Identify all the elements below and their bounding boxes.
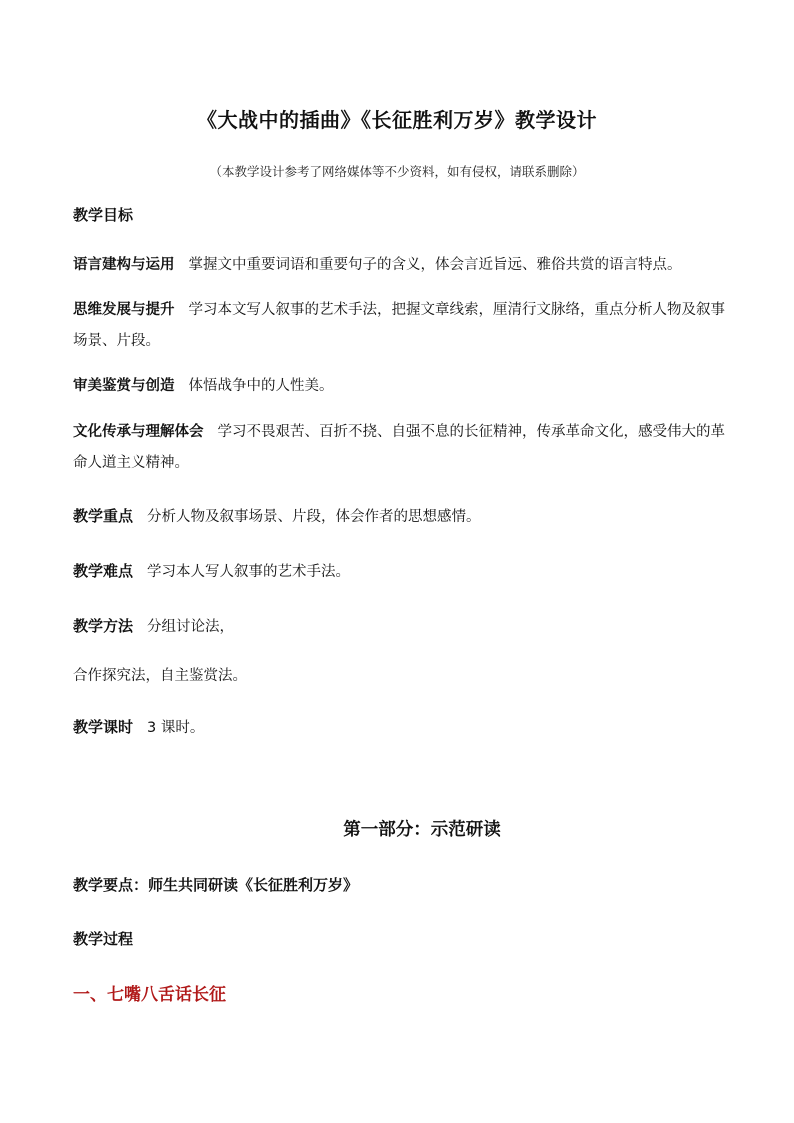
goal-item-language (73, 250, 733, 281)
document-title: 《大战中的插曲》《长征胜利万岁》教学设计 (197, 108, 597, 132)
goal-text: 学习不畏艰苦、百折不挠、自强不息的长征精神，传承革命文化，感受伟大的革命人道主义精神。 (73, 424, 725, 471)
hours-text: 3 课时。 (147, 720, 205, 736)
goals-heading: 教学目标 (73, 206, 134, 224)
difficulty-label: 教学难点 (73, 562, 134, 580)
goal-label: 文化传承与理解体会 (73, 424, 204, 440)
method (73, 611, 733, 642)
difficulty-text: 学习本人写人叙事的艺术手法。 (147, 564, 351, 580)
goal-text: 掌握文中重要词语和重要句子的含义，体会言近旨远、雅俗共赏的语言特点。 (188, 257, 682, 273)
goal-text: 体悟战争中的人性美。 (188, 378, 334, 394)
goal-label: 语言建构与运用 (73, 257, 175, 273)
step-1-heading: 一、七嘴八舌话长征 (73, 985, 226, 1005)
difficulty (73, 556, 733, 587)
copyright-note: （本教学设计参考了网络媒体等不少资料，如有侵权，请联系删除） (209, 164, 585, 179)
method-continued: 合作探究法，自主鉴赏法。 (73, 668, 247, 684)
hours (73, 712, 733, 743)
goal-item-aesthetic (73, 371, 733, 402)
part-key-point: 教学要点：师生共同研读《长征胜利万岁》 (73, 876, 359, 894)
goal-text: 学习本文写人叙事的艺术手法，把握文章线索，厘清行文脉络，重点分析人物及叙事场景、片段。 (73, 302, 725, 349)
method-label: 教学方法 (73, 617, 134, 635)
key-point-label: 教学重点 (73, 507, 134, 525)
part-title: 第一部分：示范研读 (343, 820, 501, 840)
goal-item-culture (73, 417, 733, 479)
method-text: 分组讨论法， (147, 619, 235, 635)
goal-label: 思维发展与提升 (73, 302, 175, 318)
goal-item-thinking (73, 295, 733, 357)
hours-label: 教学课时 (73, 718, 134, 736)
goal-label: 审美鉴赏与创造 (73, 378, 175, 394)
process-heading: 教学过程 (73, 930, 134, 948)
key-point-text: 分析人物及叙事场景、片段，体会作者的思想感情。 (147, 509, 481, 525)
key-point (73, 501, 733, 532)
